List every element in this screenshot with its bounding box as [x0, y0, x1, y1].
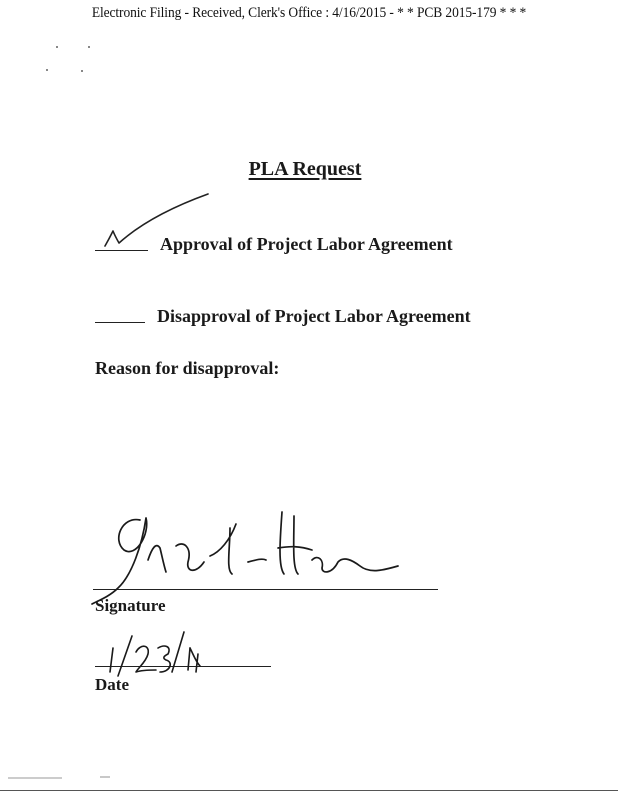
date-label: Date — [95, 675, 129, 694]
disapproval-label: Disapproval of Project Labor Agreement — [157, 306, 471, 326]
approval-blank[interactable] — [95, 249, 148, 251]
disapproval-blank[interactable] — [95, 321, 145, 323]
handwritten-signature — [92, 512, 398, 604]
approval-option[interactable] — [95, 234, 453, 255]
scan-edge-line — [0, 790, 618, 791]
signature-label: Signature — [95, 596, 166, 615]
disapproval-option[interactable] — [95, 306, 471, 327]
filing-stamp: Electronic Filing - Received, Clerk's Office : 4/16/2015 - * * PCB 2015-179 * * * — [91, 5, 527, 21]
date-line[interactable] — [95, 666, 271, 667]
handwritten-date — [110, 632, 200, 676]
reason-label: Reason for disapproval: — [95, 358, 280, 378]
signature-line[interactable] — [93, 589, 438, 590]
form-title: PLA Request — [248, 158, 362, 180]
approval-label: Approval of Project Labor Agreement — [160, 234, 453, 254]
